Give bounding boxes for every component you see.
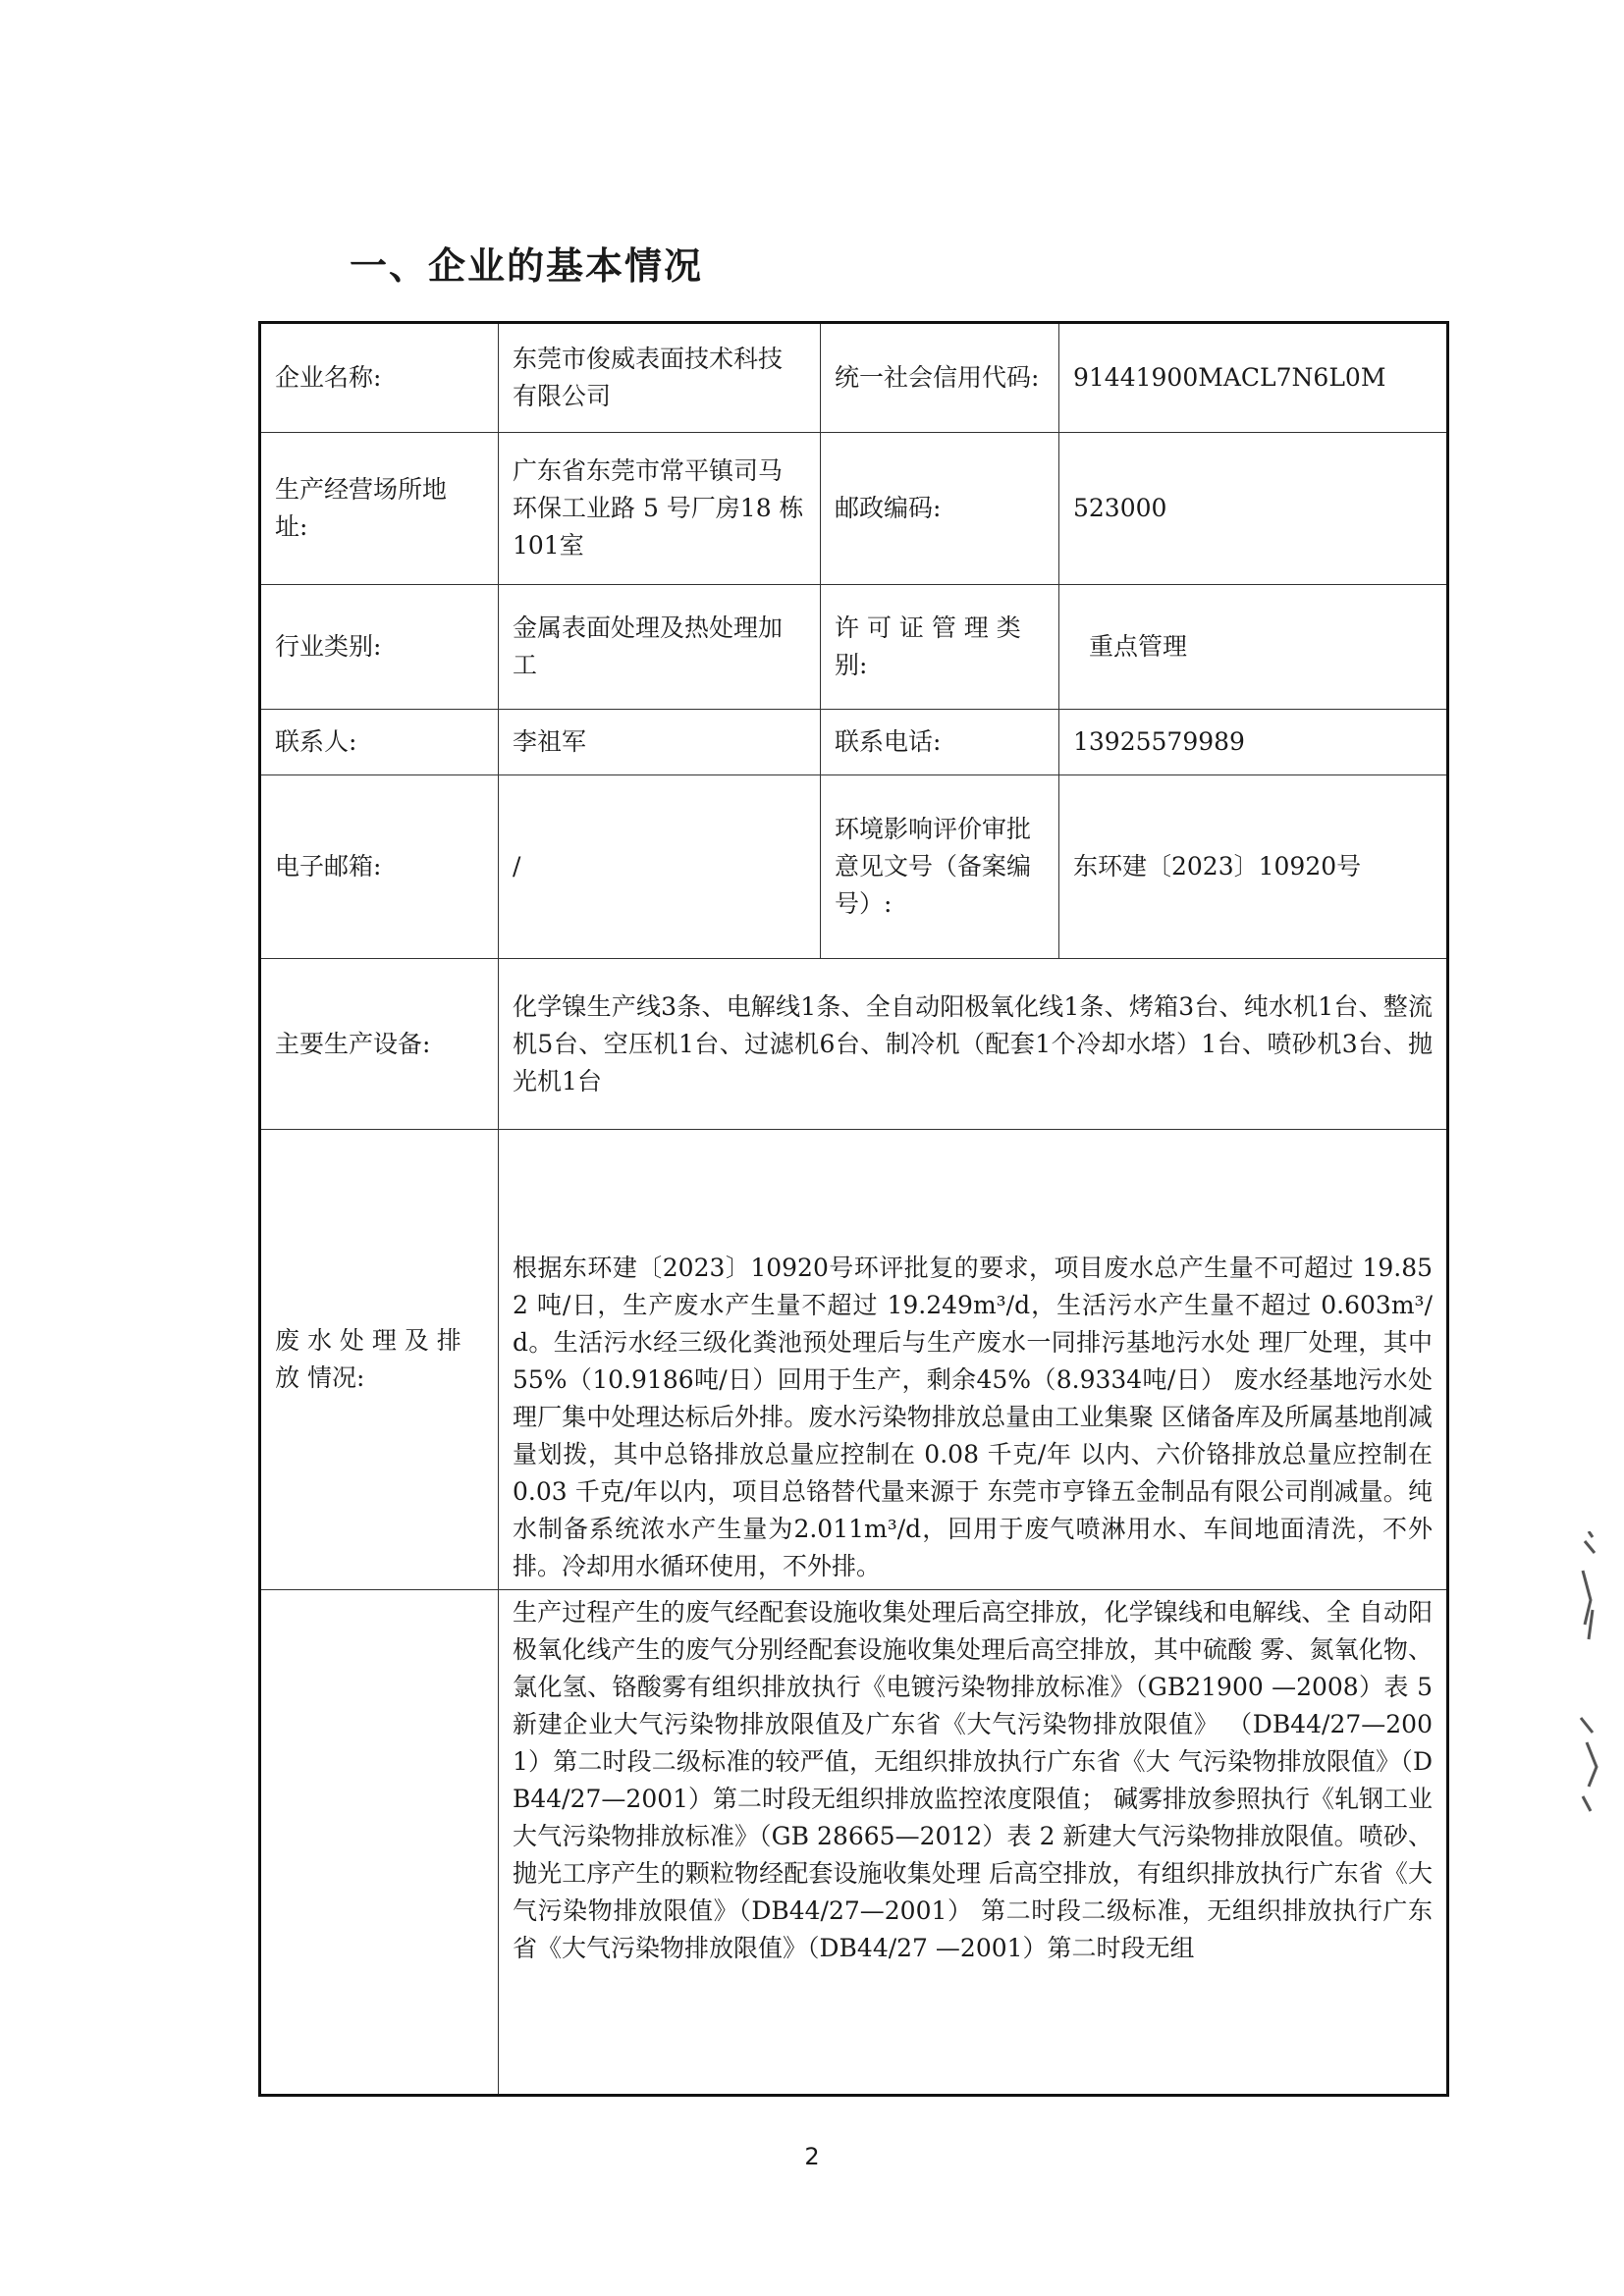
table-row <box>260 585 1448 710</box>
email-label: 电子邮箱: <box>260 775 499 959</box>
email-value: / <box>499 775 821 959</box>
eia-approval-value: 东环建〔2023〕10920号 <box>1059 775 1448 959</box>
waste-gas-value: 生产过程产生的废气经配套设施收集处理后高空排放，化学镍线和电解线、全 自动阳极氧化线产生的废气分别经配套设施收集处理后高空排放，其中硫酸 雾、氮氧化物、氯化氢、铬酸雾有组织排放执行《电镀污染物排放标准》（GB21900 —2008）表 5 新建企业大气污染物排放限值及广东省《大气污染物排放限值》 （DB44/27—2001）第二时段二级标准的较严值，无组织排放执行广东省《大 气污染物排放限值》（DB44/27—2001）第二时段无组织排放监控浓度限值； 碱雾排放参照执行《轧钢工业大气污染物排放标准》（GB 28665—2012）表 2 新建大气污染物排放限值。喷砂、抛光工序产生的颗粒物经配套设施收集处理 后高空排放，有组织排放执行广东省《大气污染物排放限值》（DB44/27—2001） 第二时段二级标准，无组织排放执行广东省《大气污染物排放限值》（DB44/27 —2001）第二时段无组 <box>499 1590 1448 2096</box>
page-heading: 一、企业的基本情况 <box>350 244 704 288</box>
table-row <box>260 323 1448 433</box>
enterprise-info-table <box>258 321 1449 2097</box>
credit-code-value: 91441900MACL7N6L0M <box>1059 323 1448 433</box>
page-number: 2 <box>804 2143 820 2170</box>
equipment-label: 主要生产设备: <box>260 959 499 1130</box>
table-row <box>260 775 1448 959</box>
industry-label: 行业类别: <box>260 585 499 710</box>
address-value: 广东省东莞市常平镇司马 环保工业路 5 号厂房18 栋 101室 <box>499 433 821 585</box>
waste-gas-label <box>260 1590 499 2096</box>
wastewater-value: 根据东环建〔2023〕10920号环评批复的要求，项目废水总产生量不可超过 19.852 吨/日，生产废水产生量不超过 19.249m³/d，生活污水产生量不超过 0.603m³/d。生活污水经三级化粪池预处理后与生产废水一同排污基地污水处 理厂处理，其中55%（10.9186吨/日）回用于生产，剩余45%（8.9334吨/日） 废水经基地污水处理厂集中处理达标后外排。废水污染物排放总量由工业集聚 区储备库及所属基地削减量划拨，其中总铬排放总量应控制在 0.08 千克/年 以内、六价铬排放总量应控制在 0.03 千克/年以内，项目总铬替代量来源于 东莞市亨锋五金制品有限公司削减量。纯水制备系统浓水产生量为2.011m³/d，回用于废气喷淋用水、车间地面清洗，不外排。冷却用水循环使用，不外排。 <box>499 1130 1448 1590</box>
permit-category-value: 重点管理 <box>1059 585 1448 710</box>
permit-category-label: 许 可 证 管 理 类别: <box>821 585 1059 710</box>
address-label: 生产经营场所地 址: <box>260 433 499 585</box>
contact-value: 李祖军 <box>499 710 821 775</box>
contact-label: 联系人: <box>260 710 499 775</box>
equipment-value: 化学镍生产线3条、电解线1条、全自动阳极氧化线1条、烤箱3台、纯水机1台、整流机5台、空压机1台、过滤机6台、制冷机（配套1个冷却水塔）1台、喷砂机3台、抛光机1台 <box>499 959 1448 1130</box>
table-row <box>260 1590 1448 2096</box>
table-row <box>260 433 1448 585</box>
table-row <box>260 710 1448 775</box>
industry-value: 金属表面处理及热处理加 工 <box>499 585 821 710</box>
phone-value: 13925579989 <box>1059 710 1448 775</box>
phone-label: 联系电话: <box>821 710 1059 775</box>
eia-approval-label: 环境影响评价审批意见文号（备案编号）: <box>821 775 1059 959</box>
enterprise-name-label: 企业名称: <box>260 323 499 433</box>
enterprise-name-value: 东莞市俊威表面技术科技 有限公司 <box>499 323 821 433</box>
seal-edge-mark <box>1571 1531 1610 1826</box>
postal-code-label: 邮政编码: <box>821 433 1059 585</box>
table-row <box>260 959 1448 1130</box>
wastewater-label: 废 水 处 理 及 排 放 情况: <box>260 1130 499 1590</box>
table-row <box>260 1130 1448 1590</box>
credit-code-label: 统一社会信用代码: <box>821 323 1059 433</box>
postal-code-value: 523000 <box>1059 433 1448 585</box>
